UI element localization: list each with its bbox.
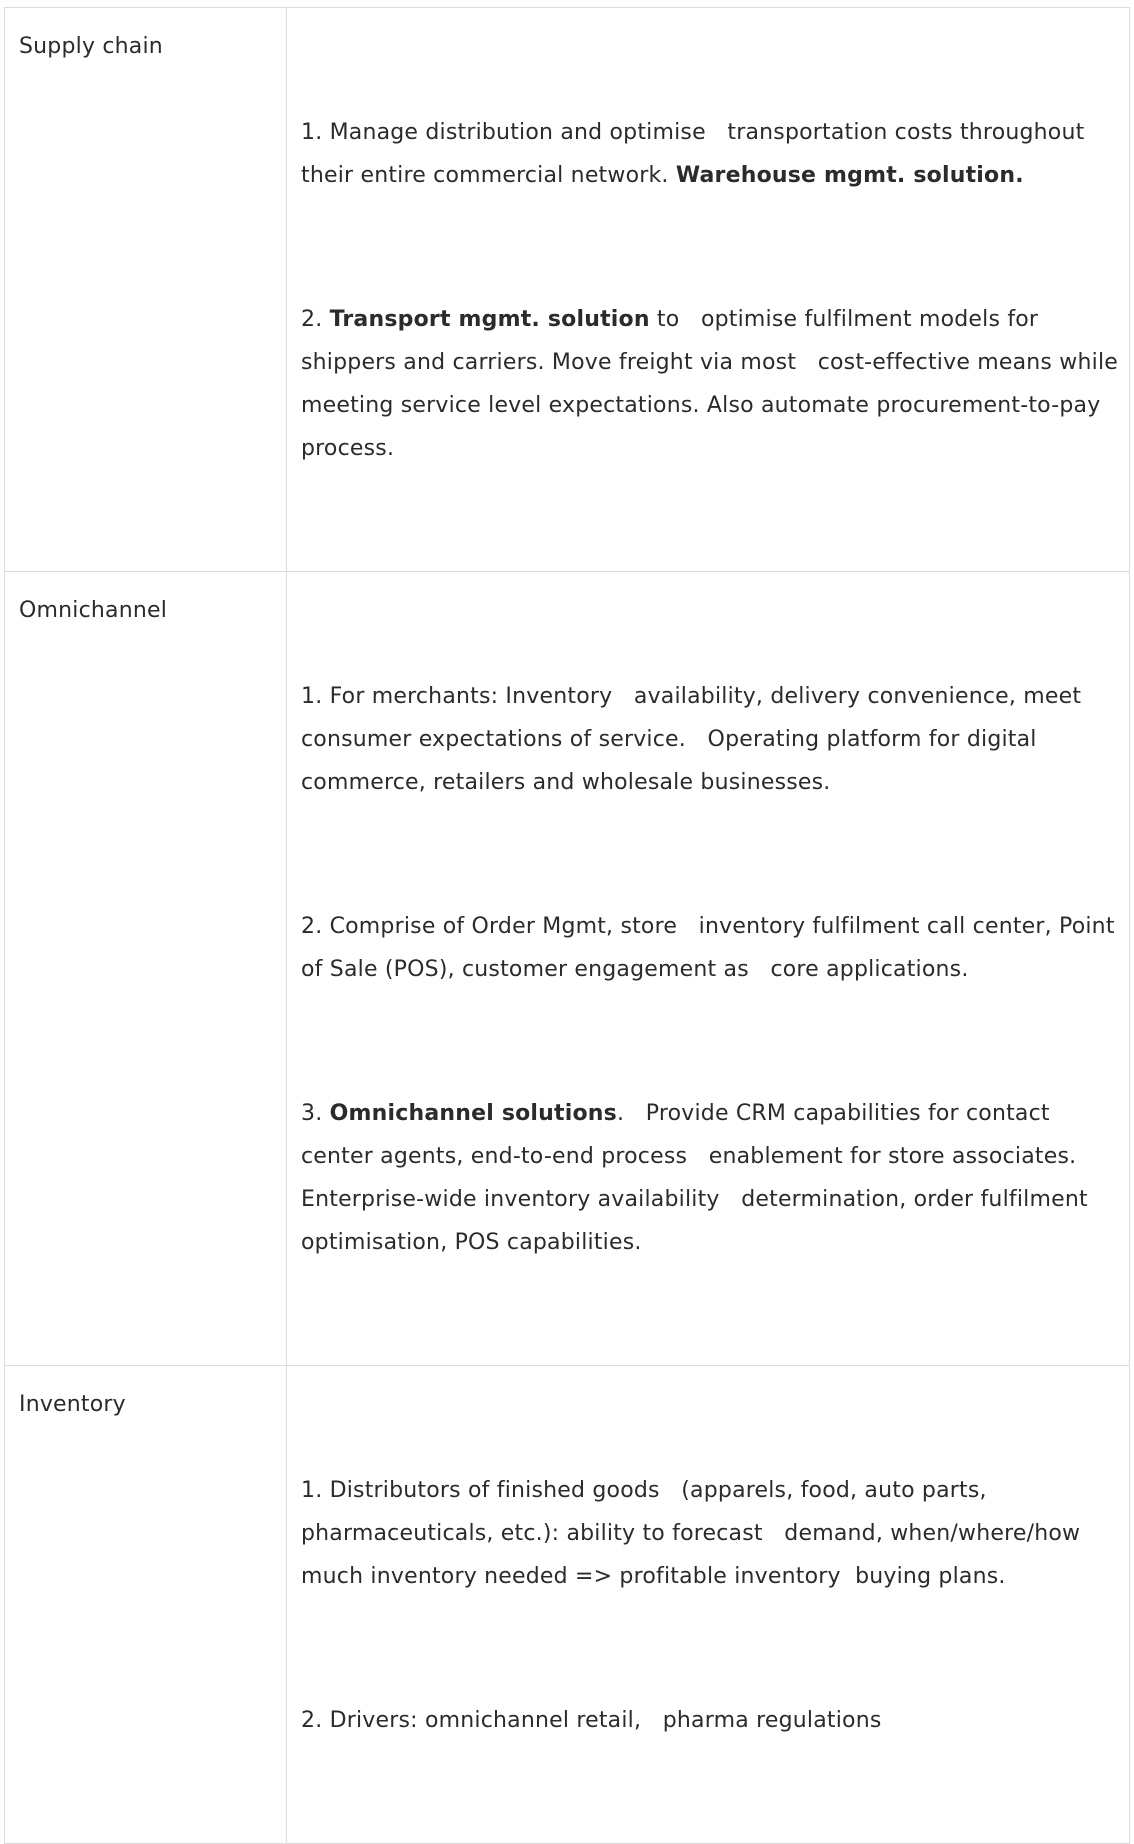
row-content <box>287 8 1130 572</box>
table-row-omnichannel <box>5 572 1130 1366</box>
row-label: Omnichannel <box>5 572 287 1366</box>
text-run: 2. Drivers: omnichannel retail, pharma regulations <box>301 1708 882 1733</box>
text-run: 2. Comprise of Order Mgmt, store inventory fulfilment call center, Point of Sale (POS), customer engagement as core applications. <box>301 914 1122 982</box>
text-run: 3. <box>301 1101 330 1126</box>
paragraph <box>301 298 1126 470</box>
table-row-inventory <box>5 1366 1130 1844</box>
text-run: 1. For merchants: Inventory availability, delivery convenience, meet consumer expectations of service. Operating platform for digital commerce, retailers and wholesale businesses. <box>301 684 1089 795</box>
row-label: Inventory <box>5 1366 287 1844</box>
bold-text-run: Omnichannel solutions <box>329 1101 617 1126</box>
paragraph <box>301 905 1122 991</box>
paragraph <box>301 1092 1119 1264</box>
table-row-supply-chain <box>5 8 1130 572</box>
content-table <box>4 7 1130 1844</box>
row-label: Supply chain <box>5 8 287 572</box>
paragraph <box>301 675 1119 804</box>
paragraph <box>301 1469 1119 1598</box>
paragraph <box>301 1699 1119 1742</box>
paragraph <box>301 111 1119 197</box>
text-run: to optimise fulfilment models for shippers and carriers. Move freight via most cost-effective means while meeting service level expectations. Also automate procurement-to-pay process. <box>301 307 1126 461</box>
row-content <box>287 1366 1130 1844</box>
bold-text-run: Warehouse mgmt. solution. <box>675 163 1024 188</box>
text-run: 2. <box>301 307 330 332</box>
bold-text-run: Transport mgmt. solution <box>329 307 650 332</box>
text-run: 1. Distributors of finished goods (apparels, food, auto parts, pharmaceuticals, etc.): ability to forecast demand, when/where/how much inventory needed => profitable inventory buying plans. <box>301 1478 1088 1589</box>
text-run: . Provide CRM capabilities for contact center agents, end-to-end process enablement for store associates. Enterprise-wide inventory availability determination, order fulfilment optimisation, POS capabilities. <box>301 1101 1095 1255</box>
row-content <box>287 572 1130 1366</box>
text-run: 1. Manage distribution and optimise transportation costs throughout their entire commercial network. <box>301 120 1092 188</box>
